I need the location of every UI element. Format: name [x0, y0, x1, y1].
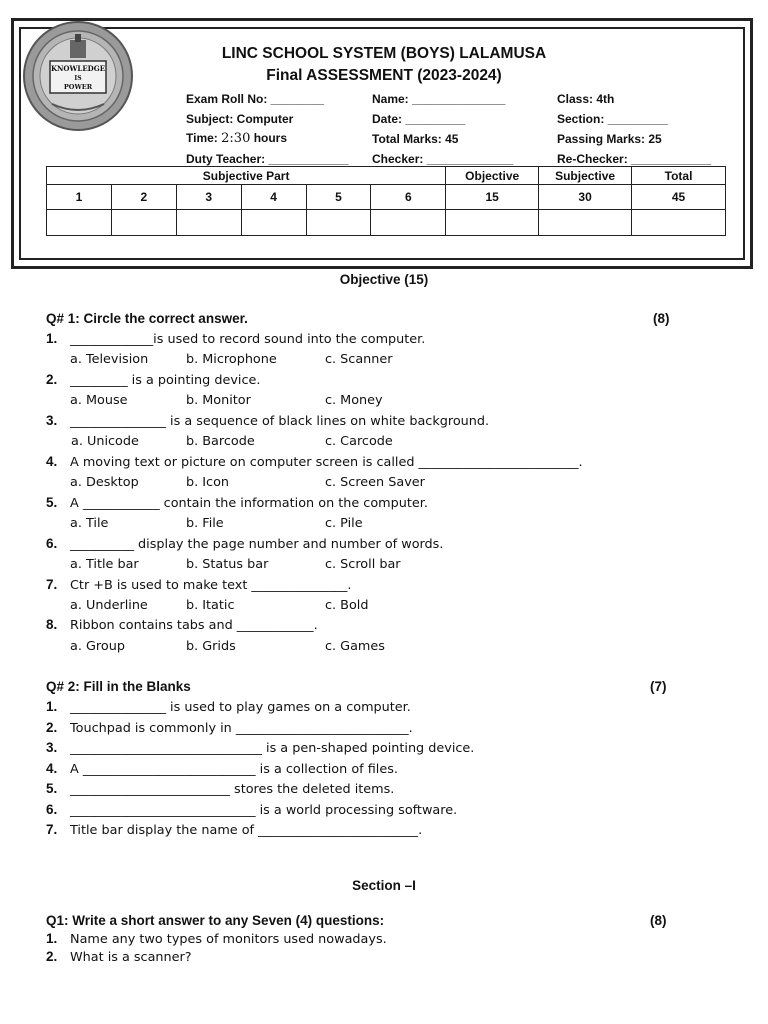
logo-text-3: POWER — [63, 83, 93, 91]
option: c. Money — [325, 393, 383, 408]
q2-title: Q# 2: Fill in the Blanks — [46, 679, 191, 694]
q1-item-number: 5. — [46, 495, 58, 510]
q1-item-text: _______________ is a sequence of black lines on white background. — [70, 414, 490, 429]
option: a. Desktop — [70, 475, 139, 490]
section-q1-item-number: 1. — [46, 931, 58, 946]
table-cell: 45 — [632, 185, 726, 210]
q1-item-text: Ctr +B is used to make text _______________. — [70, 578, 352, 593]
q2-item-number: 6. — [46, 802, 58, 817]
q2-item-text: Touchpad is commonly in ___________________________. — [70, 721, 413, 736]
option: c. Games — [325, 639, 385, 654]
logo-text-1: KNOWLEDGE — [50, 64, 106, 73]
q1-item-text: __________ display the page number and number of words. — [70, 537, 444, 552]
q1-marks: (8) — [653, 311, 670, 326]
passing-marks: Passing Marks: 25 — [557, 132, 662, 146]
q2-marks: (7) — [650, 679, 667, 694]
name-field: Name: ______________ — [372, 92, 506, 106]
table-cell: 5 — [306, 185, 371, 210]
q1-item-text: A moving text or picture on computer screen is called _________________________. — [70, 455, 583, 470]
total-marks: Total Marks: 45 — [372, 132, 459, 146]
option: a. Unicode — [71, 434, 139, 449]
option: a. Underline — [70, 598, 148, 613]
section-q1-title: Q1: Write a short answer to any Seven (4) questions: — [46, 913, 385, 928]
option: c. Screen Saver — [325, 475, 425, 490]
header-total: Total — [632, 167, 726, 185]
roll-no: Exam Roll No: ________ — [186, 92, 325, 106]
school-name: LINC SCHOOL SYSTEM (BOYS) LALAMUSA — [221, 45, 547, 62]
date-field: Date: _________ — [372, 112, 466, 126]
score-cell[interactable] — [371, 210, 446, 236]
q2-item-number: 4. — [46, 761, 58, 776]
q2-item-text: Title bar display the name of _________________________. — [70, 823, 423, 838]
q1-item-number: 6. — [46, 536, 58, 551]
class-field: Class: 4th — [557, 92, 615, 106]
time-label: Time: — [186, 131, 218, 145]
q2-item-number: 3. — [46, 740, 58, 755]
score-cell[interactable] — [446, 210, 539, 236]
option: b. Monitor — [186, 393, 251, 408]
table-cell: 1 — [47, 185, 112, 210]
q2-item-number: 2. — [46, 720, 58, 735]
logo-text-2: IS — [74, 75, 82, 82]
score-cell[interactable] — [539, 210, 632, 236]
exam-title: Final ASSESSMENT (2023-2024) — [266, 67, 502, 84]
option: b. Microphone — [186, 352, 277, 367]
q2-item-text: ______________________________ is a pen-shaped pointing device. — [70, 741, 475, 756]
q1-item-number: 1. — [46, 331, 58, 346]
table-cell: 2 — [111, 185, 176, 210]
option: b. Itatic — [186, 598, 235, 613]
q2-item-text: A ___________________________ is a collection of files. — [70, 762, 398, 777]
option: b. Status bar — [186, 557, 269, 572]
section-q1-item-number: 2. — [46, 949, 58, 964]
option: b. File — [186, 516, 224, 531]
score-cell[interactable] — [306, 210, 371, 236]
q2-item-text: _______________ is used to play games on a computer. — [70, 700, 411, 715]
re-checker: Re-Checker: ____________ — [557, 152, 712, 166]
marks-table — [46, 166, 726, 236]
q1-item-number: 3. — [46, 413, 58, 428]
q2-item-text: _____________________________ is a world processing software. — [70, 803, 458, 818]
q1-item-number: 7. — [46, 577, 58, 592]
table-cell: 6 — [371, 185, 446, 210]
time-value: 2:30 — [221, 131, 251, 146]
q2-item-number: 7. — [46, 822, 58, 837]
option: c. Carcode — [325, 434, 393, 449]
score-cell[interactable] — [47, 210, 112, 236]
q1-item-number: 2. — [46, 372, 58, 387]
checker: Checker: _____________ — [372, 152, 514, 166]
header-subjective-part: Subjective Part — [47, 167, 446, 185]
table-cell: 15 — [446, 185, 539, 210]
option: a. Tile — [70, 516, 109, 531]
score-cell[interactable] — [176, 210, 241, 236]
header-objective: Objective — [446, 167, 539, 185]
option: b. Icon — [186, 475, 230, 490]
section-q1-item-text: What is a scanner? — [70, 950, 192, 965]
table-cell: 4 — [241, 185, 306, 210]
table-cell: 30 — [539, 185, 632, 210]
q1-item-text: _________ is a pointing device. — [70, 373, 261, 388]
time-unit: hours — [253, 131, 288, 145]
q2-item-text: _________________________ stores the deleted items. — [70, 782, 395, 797]
q1-item-text: Ribbon contains tabs and ____________. — [70, 618, 318, 633]
option: b. Grids — [186, 639, 236, 654]
q1-item-text: _____________is used to record sound into the computer. — [70, 332, 426, 347]
option: b. Barcode — [186, 434, 255, 449]
section-heading: Section –I — [352, 878, 416, 893]
option: a. Television — [70, 352, 149, 367]
score-cell[interactable] — [111, 210, 176, 236]
section-q1-item-text: Name any two types of monitors used nowadays. — [70, 932, 387, 947]
section-q1-marks: (8) — [650, 913, 667, 928]
table-cell: 3 — [176, 185, 241, 210]
q1-item-number: 4. — [46, 454, 58, 469]
option: a. Group — [70, 639, 125, 654]
option: a. Mouse — [70, 393, 128, 408]
q1-title: Q# 1: Circle the correct answer. — [46, 311, 248, 326]
option: a. Title bar — [70, 557, 139, 572]
q1-item-number: 8. — [46, 617, 58, 632]
q2-item-number: 1. — [46, 699, 58, 714]
section-field: Section: _________ — [557, 112, 668, 126]
duty-teacher: Duty Teacher: ____________ — [186, 152, 349, 166]
objective-heading: Objective (15) — [339, 272, 429, 287]
option: c. Scanner — [325, 352, 393, 367]
score-cell[interactable] — [632, 210, 726, 236]
subject-field: Subject: Computer — [186, 112, 294, 126]
option: c. Scroll bar — [325, 557, 401, 572]
q2-item-number: 5. — [46, 781, 58, 796]
header-subjective: Subjective — [539, 167, 632, 185]
q1-item-text: A ____________ contain the information on the computer. — [70, 496, 428, 511]
time-field — [186, 131, 287, 146]
option: c. Pile — [325, 516, 363, 531]
score-cell[interactable] — [241, 210, 306, 236]
option: c. Bold — [325, 598, 369, 613]
